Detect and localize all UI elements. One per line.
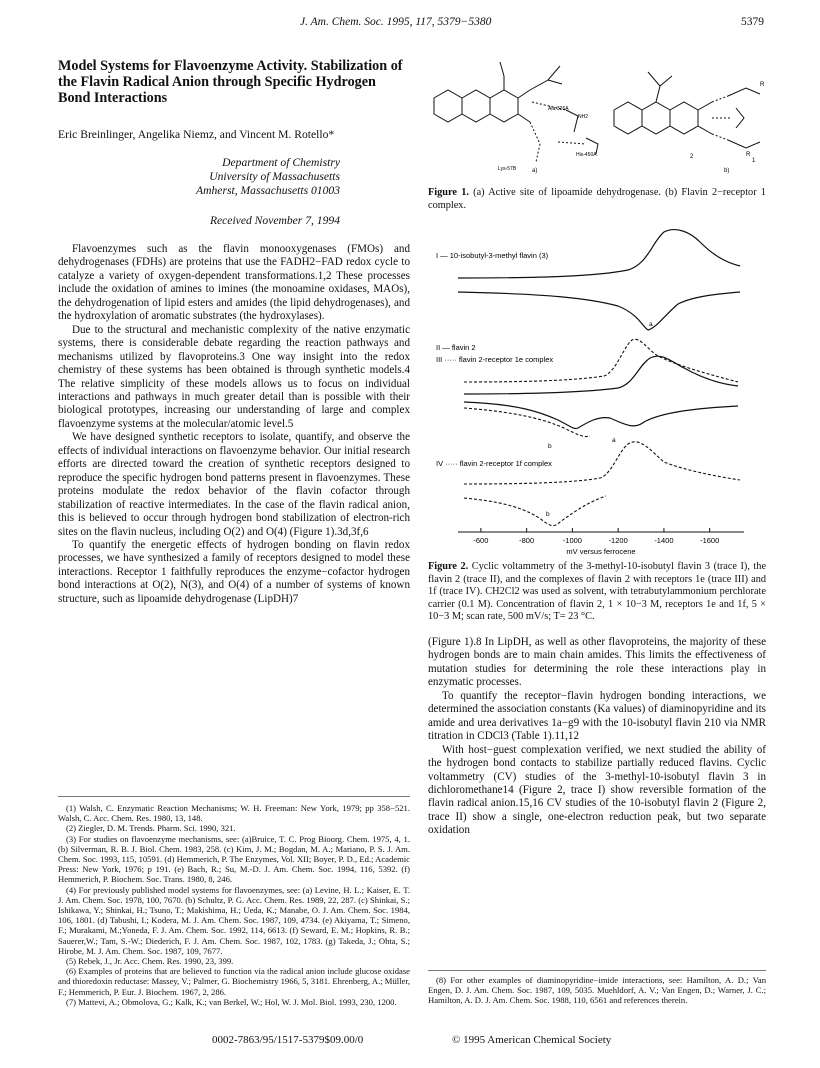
ring-bond — [490, 90, 518, 122]
figure-1 — [428, 58, 766, 211]
side-bond — [530, 66, 562, 90]
reference-item: (2) Ziegler, D. M. Trends. Pharm. Sci. 1990, 321. — [66, 823, 236, 834]
body-paragraph: With host−guest complexation verified, we next studied the ability of the hydrogen bond contacts to stabilize partially reduced flavins. Cyclic voltammetry (CV) studies of the 3-methyl-10-isobutyl flavin 3 in dichloromethane14 (Figure 2, trace I) show reversible formation of the flavin radical anion.15,16 CV studies of the 10-isobutyl flavin 2 (Figure 2, trace II) show a single, one-electron reduction peak, but two separate oxidation — [428, 743, 766, 837]
caption-label: Figure 1. — [428, 187, 469, 198]
right-column — [428, 58, 766, 838]
trace-label-II: II — flavin 2 — [436, 343, 476, 352]
x-ticks — [473, 528, 719, 545]
receptor-bond — [728, 88, 760, 148]
x-tick-label: -1000 — [562, 536, 582, 545]
figure-1-structures — [428, 58, 766, 182]
ring-bond — [642, 102, 670, 134]
label-compound-2: 2 — [690, 154, 694, 160]
figure-2 — [428, 216, 766, 626]
reference-item: (4) For previously published model systems for flavoenzymes, see: (a) Levine, H. L.; Kaiser, E. T. J. Am. Chem. Soc. 1978, 100, 7670. (b) Schultz, P. G. Acc. Chem. Res. 1989, 22, 287. (c) Shinkai, S.; Ishikawa, Y.; Shinkai, H.; Tsuno, T.; Makishima, H.; Ueda, K.; Manabe, O. J. Am. Chem. Soc. 1984, 106, 1801. (d) Tabushi, I.; Kodera, M. J. Am. Chem. Soc. 1987, 109, 4734. (e) Akiyama, T.; Simeno, F.; Murakami, M.;Yoneda, F. J. Am. Chem. Soc. 1992, 114, 6613. (f) Seward, E. M.; Hopkins, R. B.; Sauerer,W.; Tam, S.-W.; Diederich, F. J. Am. Chem. Soc. 1987, 102, 1783. (g) Takeda, J.; Ohta, S.; Hirobe, M. J. Am. Chem. Soc. 1987, 109, 7677. — [58, 884, 410, 956]
body-paragraph: Flavoenzymes such as the flavin monooxygenases (FMOs) and dehydrogenases (FDHs) are proteins that use the FADH2−FAD redox cycle to catalyze a variety of oxygen-dependent transformations.1,2 These processes include the oxidation of amines to imines (the monoamine oxidases, MAOs), the dehydrogenation of lipid esters and amides (the lipid dehydrogenases), and the hydroxylation of aromatic substrates (the hydroxylases). — [58, 243, 410, 323]
received-date: Received November 7, 1994 — [209, 214, 340, 227]
label-his: His-450A — [576, 152, 597, 158]
x-tick-label: -1600 — [700, 536, 720, 545]
trace-label-IV: IV ····· flavin 2-receptor 1f complex — [436, 459, 552, 468]
label-b: b) — [724, 168, 730, 174]
article-title: Model Systems for Flavoenzyme Activity. Stabilization of the Flavin Radical Anion through Specific Hydrogen Bond Interactions — [58, 58, 403, 106]
reference-item: (6) Examples of proteins that are believed to function via the radical anion include glucose oxidase and thioredoxin reductase: Massey, V.; Palmer, G. Biochemistry 1966, 5, 3181. Ehrenberg, A.; Müller, F.; Hemmerich, P. Eur. J. Biochem. 1967, 2, 286. — [58, 966, 410, 997]
ring-bond — [462, 90, 490, 122]
running-header — [0, 16, 820, 32]
hbond-dash — [558, 142, 586, 144]
caption-label: Figure 2. — [428, 561, 469, 572]
reference-item: (7) Mattevi, A.; Obmolova, G.; Kalk, K.; van Berkel, W.; Hol, W. J. Mol. Biol. 1993, 230, 1200. — [66, 996, 397, 1007]
peak-a-label: a — [649, 321, 653, 328]
label-lys: Lys-57B — [498, 166, 517, 172]
affiliation — [58, 156, 410, 198]
figure-2-caption — [428, 561, 766, 624]
affiliation-line: Department of Chemistry — [222, 156, 340, 169]
reference-item: (8) For other examples of diaminopyridine−imide interactions, see: Hamilton, A. D.; Van Engen, D. J. Am. Chem. Soc. 1987, 109, 5035. Muehldorf, A. V.; Van Engen, D.; Warner, J. C.; Hamilton, A. D. J. Am. Chem. Soc. 1988, 110, 6561 and references therein. — [428, 975, 766, 1006]
reference-item: (5) Rebek, J., Jr. Acc. Chem. Res. 1990, 23, 399. — [66, 956, 234, 967]
label-ala: Ala-326A — [548, 106, 569, 112]
x-tick-label: -600 — [473, 536, 489, 545]
reference-item: (1) Walsh, C. Enzymatic Reaction Mechanisms; W. H. Freeman: New York, 1979; pp 358−521. Walsh, C. Acc. Chem. Res. 1980, 13, 148. — [58, 803, 410, 824]
x-tick-label: -1400 — [654, 536, 674, 545]
article-code: 0002-7863/95/1517-5379$09.00/0 — [212, 1034, 364, 1046]
page-number: 5379 — [741, 16, 764, 28]
peak-b-label: b — [548, 443, 552, 450]
body-paragraph: Due to the structural and mechanistic complexity of the native enzymatic systems, there is considerable debate regarding the reaction pathways and mechanisms utilized by flavoproteins.3 One way insight into the redox chemistry of these systems has been obtained is through synthetic models.4 The relative simplicity of these models allows us to focus on individual interactions and pathways in much greater detail than is possible with their biological prototypes, increasing our understanding of large and complex flavoenzyme systems at the molecular/atomic level.5 — [58, 323, 410, 430]
reference-item: (3) For studies on flavoenzyme mechanisms, see: (a)Bruice, T. C. Prog Bioorg. Chem. 1975, 4, 1. (b) Silverman, R. B. J. Biol. Chem. 1983, 258. (c) Kim, J. M.; Bogdan, M. A.; Mariano, P. S. J. Am. Chem. Soc. 1993, 115, 10591. (d) Hemmerich, P. The Enzymes, Vol. XII; Boyer, P. D., Ed.; Academic Press: New York, 1976; p 191. (e) Bach, R.; Su, M.-D. J. Am. Chem. Soc. 1994, 116, 5392. (f) Hemmerich, P. Biochem. Soc. Trans. 1980, 8, 246. — [58, 833, 410, 885]
x-axis-label: mV versus ferrocene — [566, 547, 636, 556]
left-column — [58, 58, 410, 606]
body-text-left — [58, 243, 410, 606]
ring-bond — [614, 102, 642, 134]
side-bond — [500, 62, 504, 76]
body-text-right — [428, 636, 766, 838]
peak-b-label: b — [546, 511, 550, 518]
cv-chart — [428, 216, 766, 556]
copyright: © 1995 American Chemical Society — [452, 1034, 612, 1046]
references-right — [428, 970, 766, 1006]
hbond-dash — [530, 122, 540, 162]
label-r: R — [746, 152, 751, 158]
trace-label-III: III ····· flavin 2-receptor 1e complex — [436, 355, 554, 364]
side-bond — [698, 102, 712, 134]
side-bond — [648, 72, 672, 102]
caption-text: (a) Active site of lipoamide dehydrogenase. (b) Flavin 2−receptor 1 complex. — [428, 187, 766, 211]
references-left — [58, 796, 410, 1007]
trace-III-reduction — [464, 408, 590, 437]
journal-reference: J. Am. Chem. Soc. 1995, 117, 5379−5380 — [300, 16, 492, 28]
x-tick-label: -1200 — [608, 536, 628, 545]
label-compound-1: 1 — [752, 158, 756, 164]
label-nh2: NH2 — [578, 114, 589, 120]
body-paragraph: To quantify the receptor−flavin hydrogen bonding interactions, we determined the association constants (Ka values) of diaminopyridine and its amide and urea derivatives 1a−g9 with the 10-isobutyl flavin 210 via NMR titration in CDCl3 (Table 1).11,12 — [428, 689, 766, 743]
trace-I-reduction — [458, 292, 740, 330]
affiliation-line: Amherst, Massachusetts 01003 — [196, 184, 340, 197]
body-paragraph: To quantify the energetic effects of hydrogen bonding on flavin redox processes, we have synthesized a family of receptors designed to model these interactions. Receptor 1 faithfully reproduces the enzyme−cofactor hydrogen bond interactions at O(2), N(3), and O(4) of a number of systems of known structure, such as lipoamide dehydrogenase (LipDH)7 — [58, 538, 410, 605]
caption-text: Cyclic voltammetry of the 3-methyl-10-isobutyl flavin 3 (trace I), the flavin 2 (trace II), and the complexes of flavin 2 with receptors 1e (trace III) and 1f (trace IV). CH2Cl2 was used as solvent, with tetrabutylammonium perchlorate carrier (0.1 M). Concentration of flavin 2, 1 × 10−3 M, receptors 1e and 1f, 5 × 10−3 M; scan rate, 500 mV/s; T= 23 °C. — [428, 561, 767, 623]
label-a: a) — [532, 168, 538, 174]
trace-II-reduction — [464, 402, 738, 429]
peak-a-label: a — [612, 437, 616, 444]
ring-bond — [434, 90, 462, 122]
affiliation-line: University of Massachusetts — [209, 170, 340, 183]
author-list: Eric Breinlinger, Angelika Niemz, and Vincent M. Rotello* — [58, 128, 335, 141]
trace-label-I: I — 10-isobutyl-3-methyl flavin (3) — [436, 251, 549, 260]
label-r: R — [760, 82, 765, 88]
x-tick-label: -800 — [519, 536, 535, 545]
body-paragraph: (Figure 1).8 In LipDH, as well as other flavoproteins, the majority of these hydrogen bonds are to main chain amides. This limits the effectiveness of mutation studies for determining the role these interactions play in enzymatic processes. — [428, 636, 766, 689]
trace-IV-reduction — [464, 496, 606, 526]
figure-1-caption — [428, 187, 766, 212]
ring-bond — [670, 102, 698, 134]
side-bond — [566, 110, 578, 132]
body-paragraph: We have designed synthetic receptors to isolate, quantify, and observe the effects of individual interactions on flavoenzyme behavior. Our initial research efforts are directed toward the creation of synthetic receptors designed to reproduce the specific hydrogen bond patterns present in flavoenzymes. These proteins modulate the redox behavior of the flavin cofactor through stabilization of reactive intermediates. In the case of the flavin radical anion, this is believed to occur through hydrogen bond stabilization of electron-rich sites on the flavin nucleus, including O(2) and O(4) (Figure 1).3d,3f,6 — [58, 431, 410, 538]
